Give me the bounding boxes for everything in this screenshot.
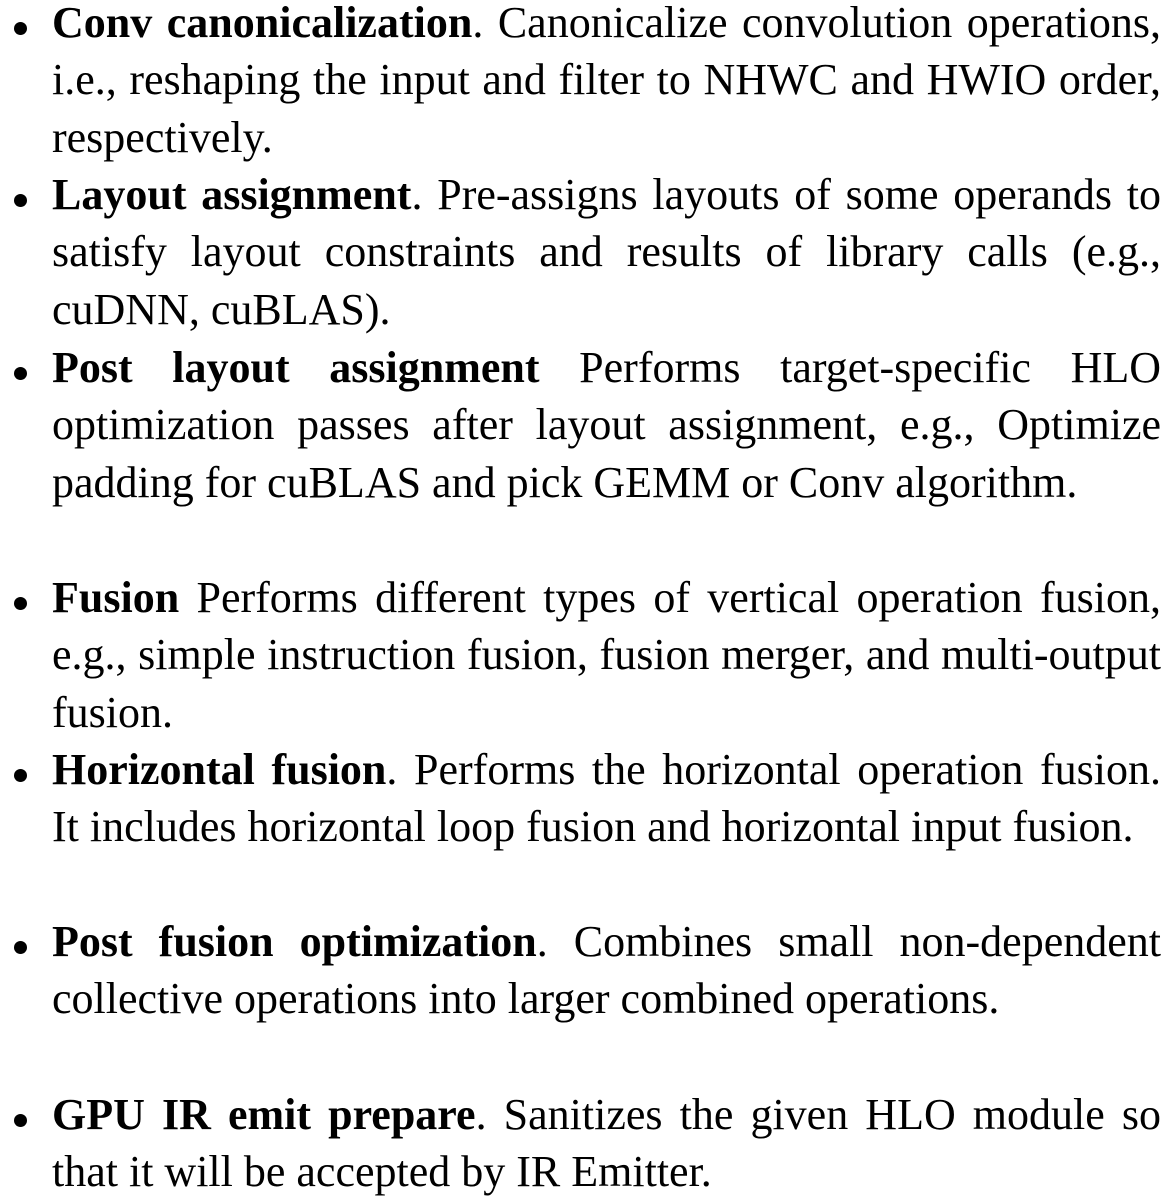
pass-term: Conv canonicalization — [52, 0, 473, 47]
list-item-horizontal-fusion — [52, 741, 1161, 856]
term-separator: . — [472, 0, 498, 47]
pass-term: GPU IR emit prepare — [52, 1090, 476, 1139]
bullet-icon — [6, 1086, 34, 1143]
pass-term: Post fusion optimization — [52, 917, 537, 966]
list-item-conv-canonicalization — [52, 0, 1161, 166]
pass-description: Performs target-specific HLO optimization passes after layout assignment, e.g., Optimize padding for cuBLAS and pick GEMM or Conv algorithm. — [52, 343, 1162, 507]
pass-term: Horizontal fusion — [52, 745, 387, 794]
list-item-post-layout-assignment — [52, 339, 1161, 511]
pass-description: Pre-assigns layouts of some operands to satisfy layout constraints and results of library calls (e.g., cuDNN, cuBLAS). — [52, 170, 1162, 334]
term-separator — [179, 573, 196, 622]
pass-term: Post layout assignment — [52, 343, 540, 392]
bullet-icon — [6, 913, 34, 970]
pass-description: Canonicalize convolution operations, i.e., reshaping the input and filter to NHWC and HWIO order, respectively. — [52, 0, 1162, 162]
pass-description: Combines small non-dependent collective operations into larger combined operations. — [52, 917, 1161, 1024]
list-item-gpu-ir-emit-prepare — [52, 1086, 1161, 1201]
term-separator: . — [386, 745, 415, 794]
term-separator: . — [411, 170, 438, 219]
pass-description: Performs different types of vertical operation fusion, e.g., simple instruction fusion, fusion merger, and multi-output fusion. — [52, 573, 1162, 737]
term-separator: . — [475, 1090, 504, 1139]
list-item-post-fusion-optimization — [52, 913, 1161, 1028]
pass-description: Performs the horizontal operation fusion. It includes horizontal loop fusion and horizontal input fusion. — [52, 745, 1162, 852]
pass-term: Layout assignment — [52, 170, 412, 219]
list-item-fusion — [52, 569, 1161, 741]
bullet-icon — [6, 0, 34, 51]
list-item-layout-assignment — [52, 166, 1161, 338]
bullet-icon — [6, 339, 34, 396]
bullet-icon — [6, 741, 34, 798]
pass-term: Fusion — [52, 573, 180, 622]
term-separator — [540, 343, 580, 392]
pass-description: Sanitizes the given HLO module so that it will be accepted by IR Emitter. — [52, 1090, 1161, 1197]
bullet-icon — [6, 166, 34, 223]
term-separator: . — [536, 917, 574, 966]
bullet-icon — [6, 569, 34, 626]
